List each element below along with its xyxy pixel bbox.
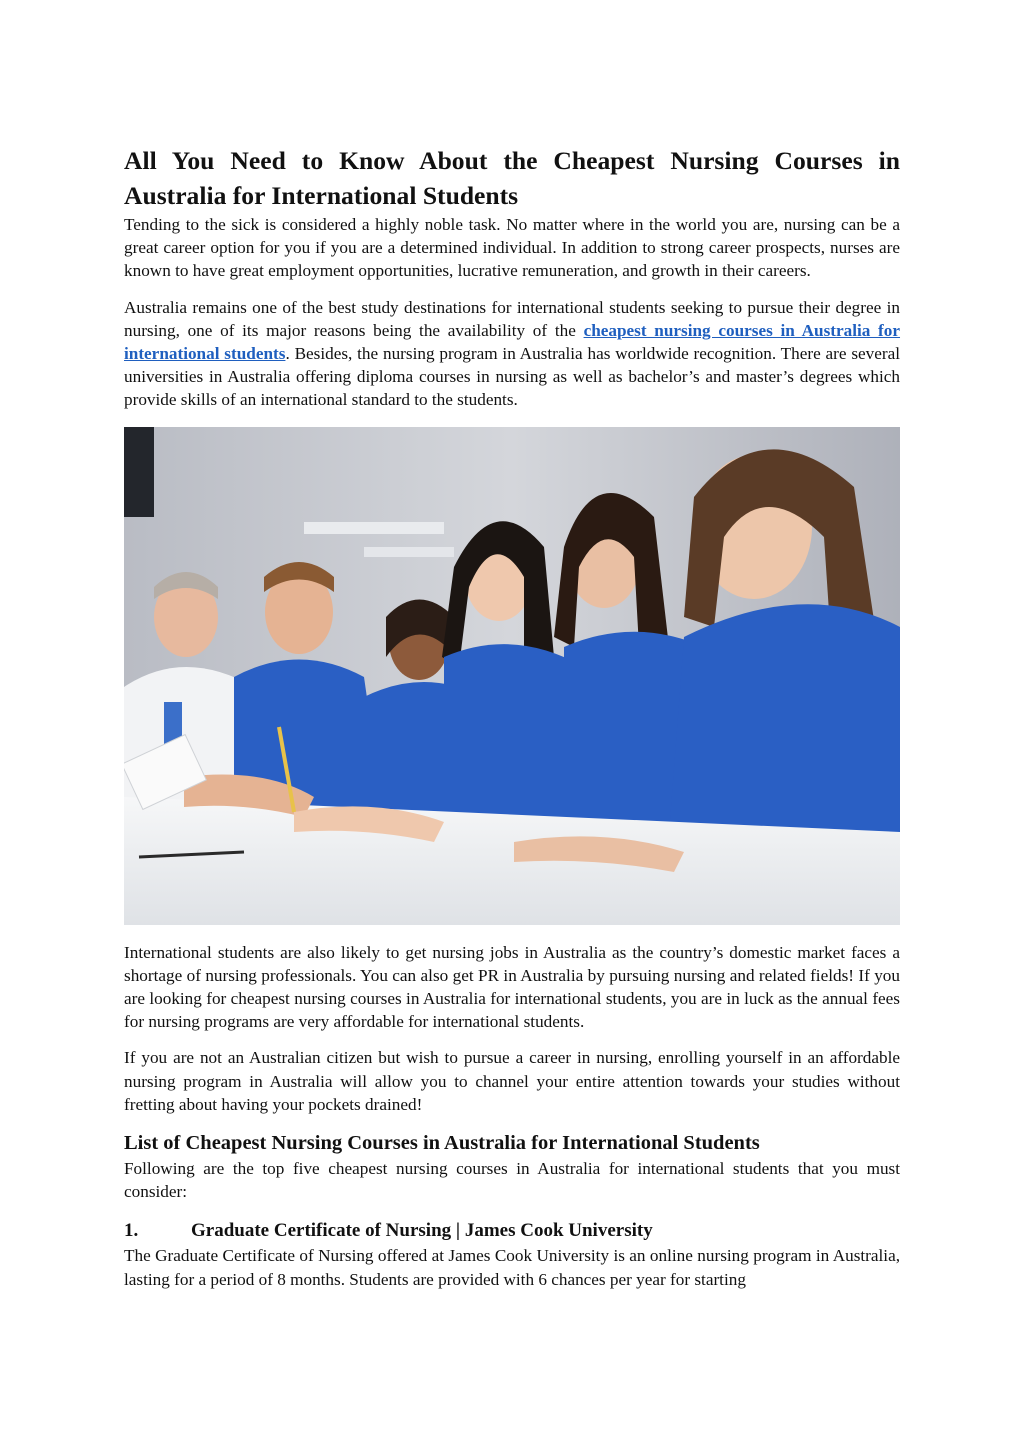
section-intro: Following are the top five cheapest nursing courses in Australia for international students that you must consider: xyxy=(124,1159,900,1202)
article-body xyxy=(124,143,900,1291)
cheapest-courses-link[interactable]: cheapest nursing courses in Australia for international students xyxy=(124,320,901,364)
list-item-heading xyxy=(124,1218,900,1244)
paragraph-non-citizen: If you are not an Australian citizen but wish to pursue a career in nursing, enrolling yourself in an affordable nursing program in Australia will allow you to channel your entire attention towards your studies without fretting about having your pockets drained! xyxy=(124,1048,900,1114)
nursing-students-photo xyxy=(124,427,900,925)
list-item-description: The Graduate Certificate of Nursing offered at James Cook University is an online nursing program in Australia, lasting for a period of 8 months. Students are provided with 6 chances per year for starting xyxy=(124,1246,900,1289)
paragraph2-text-end: . Besides, the nursing program in Australia has worldwide recognition. There are several universities in Australia offering diploma courses in nursing as well as bachelor’s and master’s degrees which provide skills of an international standard to the students. xyxy=(124,344,901,410)
intro-paragraph: Tending to the sick is considered a highly noble task. No matter where in the world you are, nursing can be a great career option for you if you are a determined individual. In addition to strong career prospects, nurses are known to have great employment opportunities, lucrative remuneration, and growth in their careers. xyxy=(124,215,900,281)
nursing-students-illustration xyxy=(124,427,900,925)
section-heading: List of Cheapest Nursing Courses in Australia for International Students xyxy=(124,1132,760,1155)
paragraph2-text-start: Australia remains one of the best study destinations for international students seeking to pursue their degree in nursing, one of its major reasons being the availability of the xyxy=(124,297,900,340)
list-item-number: 1. xyxy=(124,1220,139,1242)
list-item-title: Graduate Certificate of Nursing | James Cook University xyxy=(191,1220,653,1242)
paragraph-jobs: International students are also likely to get nursing jobs in Australia as the country’s domestic market faces a shortage of nursing professionals. You can also get PR in Australia by pursuing nursing and related fields! If you are looking for cheapest nursing courses in Australia for international students, you are in luck as the annual fees for nursing programs are very affordable for international students. xyxy=(124,942,900,1032)
paragraph-study-destinations xyxy=(124,296,900,412)
article-title: All You Need to Know About the Cheapest Nursing Courses in Australia for International Students xyxy=(124,146,900,210)
